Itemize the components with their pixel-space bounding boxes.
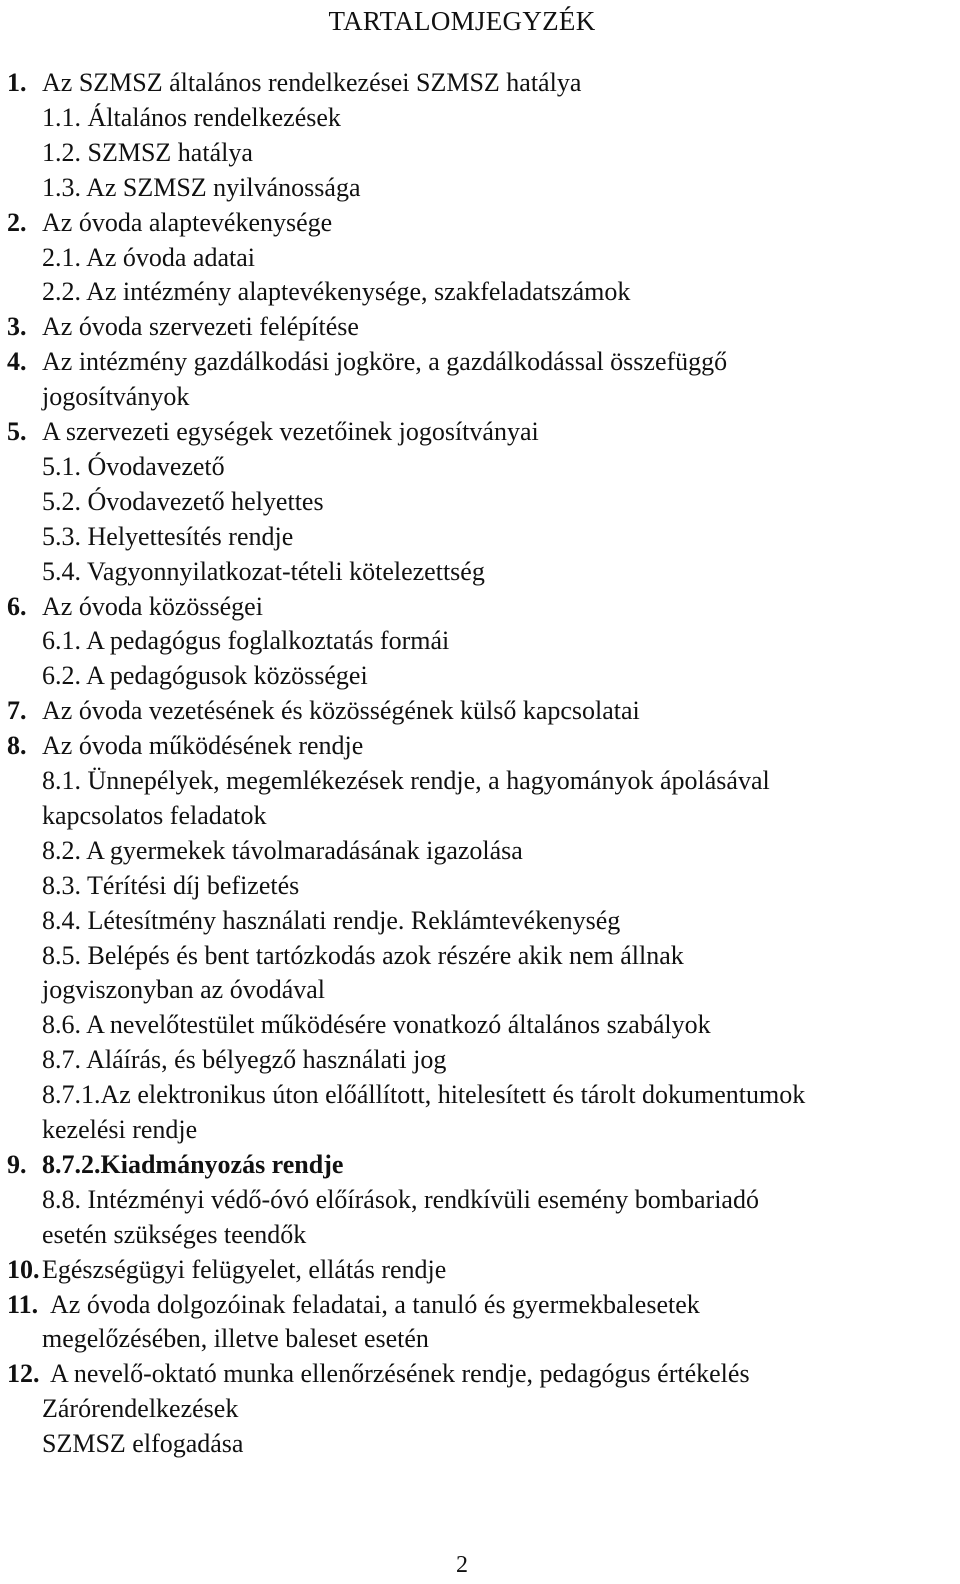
toc-entry-text: A nevelő-oktató munka ellenőrzésének rendje, pedagógus értékelés bbox=[50, 1359, 750, 1389]
toc-entry-text: 1.3. Az SZMSZ nyilvánossága bbox=[42, 172, 361, 202]
toc-entry-text: 8.7.1.Az elektronikus úton előállított, hitelesített és tárolt dokumentumok bbox=[42, 1080, 806, 1110]
toc-entry-number: 5. bbox=[7, 417, 27, 446]
toc-entry-text: 5.4. Vagyonnyilatkozat-tételi kötelezettség bbox=[42, 556, 485, 586]
toc-entry-text: 1.1. Általános rendelkezések bbox=[42, 102, 341, 132]
toc-entry-text: 5.1. Óvodavezető bbox=[42, 451, 225, 481]
toc-entry-text: 5.3. Helyettesítés rendje bbox=[42, 521, 294, 551]
page-title: TARTALOMJEGYZÉK bbox=[328, 6, 596, 36]
toc-entry-text: Az óvoda működésének rendje bbox=[42, 731, 364, 761]
toc-entry-text: 2.2. Az intézmény alaptevékenysége, szakfeladatszámok bbox=[42, 277, 631, 307]
toc-entry-text: Az óvoda dolgozóinak feladatai, a tanuló és gyermekbalesetek bbox=[50, 1289, 700, 1319]
toc-entry-text: 8.8. Intézményi védő-óvó előírások, rendkívüli esemény bombariadó bbox=[42, 1184, 759, 1214]
toc-entry-text: 5.2. Óvodavezető helyettes bbox=[42, 486, 324, 516]
toc-entry-text: Zárórendelkezések bbox=[42, 1394, 239, 1424]
toc-entry-text: Az óvoda alaptevékenysége bbox=[42, 207, 333, 237]
toc-entry-text: Az intézmény gazdálkodási jogköre, a gazdálkodással összefüggő bbox=[42, 347, 728, 377]
toc-entry-text: Az óvoda közösségei bbox=[42, 591, 263, 621]
toc-entry-number: 8. bbox=[7, 731, 27, 761]
toc-entry-text: 8.2. A gyermekek távolmaradásának igazolása bbox=[42, 835, 523, 865]
toc-entry-text: kapcsolatos feladatok bbox=[42, 800, 267, 830]
toc-entry-text: jogviszonyban az óvodával bbox=[42, 975, 326, 1005]
toc-entry-number: 10. bbox=[7, 1254, 40, 1284]
toc-entry-text: jogosítványok bbox=[42, 382, 190, 412]
toc-entry-number: 2. bbox=[7, 207, 27, 237]
toc-entry-text: Az óvoda szervezeti felépítése bbox=[42, 312, 359, 342]
toc-entry-text: 8.4. Létesítmény használati rendje. Reklámtevékenység bbox=[42, 905, 621, 935]
toc-entry-text: 6.2. A pedagógusok közösségei bbox=[42, 661, 368, 691]
toc-entry-number: 1. bbox=[7, 68, 27, 97]
toc-entry-number: 12. bbox=[7, 1359, 40, 1389]
toc-entry-text: 6.1. A pedagógus foglalkoztatás formái bbox=[42, 626, 450, 656]
toc-entry-text: 8.7.2.Kiadmányozás rendje bbox=[42, 1149, 344, 1179]
toc-entry-text: 8.5. Belépés és bent tartózkodás azok részére akik nem állnak bbox=[42, 940, 684, 970]
toc-entry-text: 8.7. Aláírás, és bélyegző használati jog bbox=[42, 1045, 447, 1075]
toc-entry-text: 2.1. Az óvoda adatai bbox=[42, 242, 255, 272]
toc-entry-text: Az óvoda vezetésének és közösségének külső kapcsolatai bbox=[42, 696, 640, 726]
toc-entry-number: 9. bbox=[7, 1149, 27, 1179]
toc-entry-text: kezelési rendje bbox=[42, 1115, 198, 1144]
toc-entry-text: 1.2. SZMSZ hatálya bbox=[42, 137, 253, 167]
toc-entry-text: Az SZMSZ általános rendelkezései SZMSZ hatálya bbox=[42, 68, 582, 97]
toc-entry-text: megelőzésében, illetve baleset esetén bbox=[42, 1324, 429, 1354]
toc-entry-number: 4. bbox=[7, 347, 27, 377]
toc-entry-number: 7. bbox=[7, 696, 27, 726]
page-number: 2 bbox=[456, 1552, 468, 1578]
toc-entry-text: A szervezeti egységek vezetőinek jogosítványai bbox=[42, 417, 539, 446]
toc-entry-number: 6. bbox=[7, 591, 27, 621]
toc-entry-text: Egészségügyi felügyelet, ellátás rendje bbox=[42, 1254, 447, 1284]
toc-entry-text: 8.1. Ünnepélyek, megemlékezések rendje, a hagyományok ápolásával bbox=[42, 766, 770, 795]
toc-entry-text: SZMSZ elfogadása bbox=[42, 1429, 244, 1459]
toc-entry-text: 8.6. A nevelőtestület működésére vonatkozó általános szabályok bbox=[42, 1010, 711, 1040]
toc-entry-number: 11. bbox=[7, 1289, 39, 1319]
toc-entry-text: 8.3. Térítési díj befizetés bbox=[42, 870, 300, 900]
toc-entry-text: esetén szükséges teendők bbox=[42, 1219, 307, 1249]
toc-entry-number: 3. bbox=[7, 312, 27, 342]
